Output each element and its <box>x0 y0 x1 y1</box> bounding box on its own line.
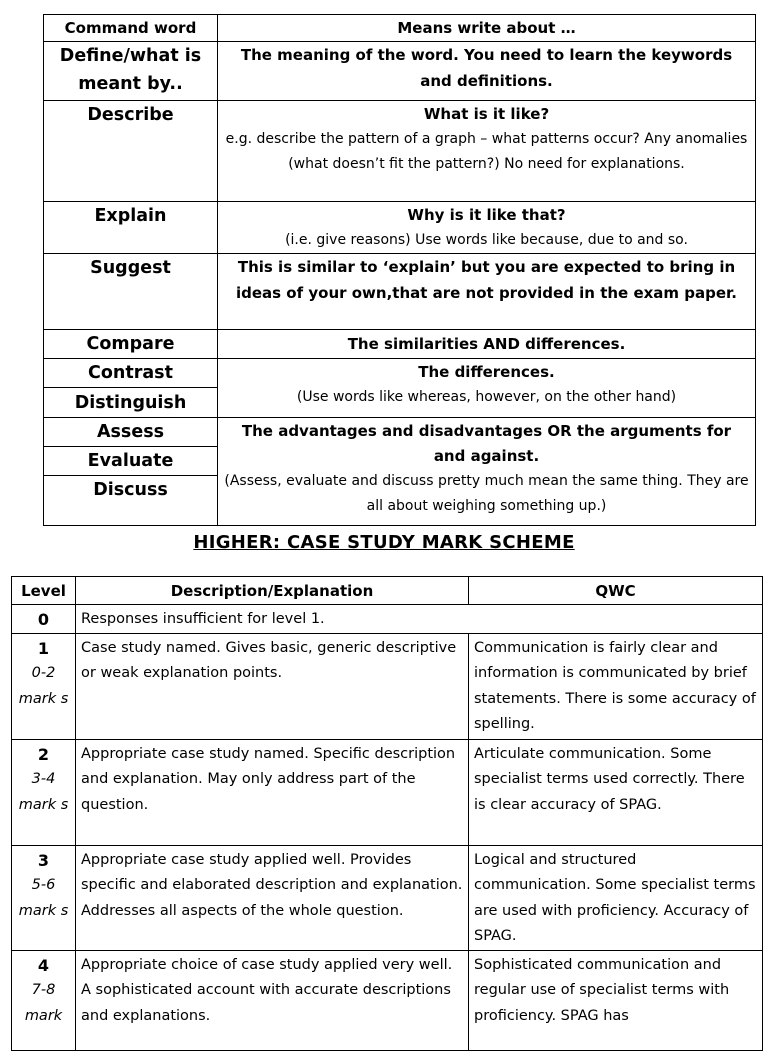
level-number: 0 <box>37 610 50 629</box>
command-row-assess <box>44 418 756 447</box>
mark-table-header-row <box>12 577 763 605</box>
meaning-compare: The similarities AND differences. <box>347 334 626 353</box>
level-number: 4 <box>37 955 50 975</box>
level-header: Level <box>12 577 76 605</box>
level-qwc: Sophisticated communication and regular use of specialist terms with proficiency. SPAG has <box>469 950 763 1050</box>
meaning-define: The meaning of the word. You need to learn the keywords and definitions. <box>240 46 733 90</box>
level-qwc: Logical and structured communication. Some specialist terms are used with proficiency. Accuracy of SPAG. <box>469 845 763 950</box>
description-header: Description/Explanation <box>76 577 469 605</box>
command-word-table <box>43 14 756 526</box>
command-row-explain <box>44 202 756 254</box>
meaning-describe-question: What is it like? <box>423 105 550 123</box>
level-description: Appropriate case study applied well. Provides specific and elaborated description and explanation. Addresses all aspects of the whole question. <box>76 845 469 950</box>
level-description: Appropriate case study named. Specific description and explanation. May only address part of the question. <box>76 739 469 845</box>
command-row-suggest <box>44 254 756 330</box>
meaning-contrast-heading: The differences. <box>418 363 555 381</box>
table-row <box>12 633 763 739</box>
mark-scheme-title: HIGHER: CASE STUDY MARK SCHEME <box>193 532 575 553</box>
level-qwc: Articulate communication. Some specialist terms used correctly. There is clear accuracy of SPAG. <box>469 739 763 845</box>
command-word-explain: Explain <box>44 202 218 254</box>
meaning-explain-question: Why is it like that? <box>407 206 566 224</box>
level-description: Responses insufficient for level 1. <box>76 605 763 634</box>
qwc-header: QWC <box>469 577 763 605</box>
meaning-contrast: (Use words like whereas, however, on the other hand) <box>296 389 677 405</box>
meaning-assess: (Assess, evaluate and discuss pretty much mean the same thing. They are all about weighing something up.) <box>224 473 749 514</box>
level-description: Case study named. Gives basic, generic descriptive or weak explanation points. <box>76 633 469 739</box>
level-marks: 0-2 mark s <box>18 665 69 707</box>
meaning-suggest: This is similar to ‘explain’ but you are expected to bring in ideas of your own,that are not provided in the exam paper. <box>235 258 738 302</box>
table-row <box>12 950 763 1050</box>
level-number: 2 <box>37 744 50 764</box>
command-word-discuss: Discuss <box>44 476 218 526</box>
command-word-compare: Compare <box>44 330 218 359</box>
command-row-compare <box>44 330 756 359</box>
meaning-describe: e.g. describe the pattern of a graph – what patterns occur? Any anomalies (what doesn’t fit the pattern?) No need for explanations. <box>225 131 748 172</box>
level-marks: 5-6 mark s <box>18 877 69 919</box>
command-table-header-row <box>44 15 756 42</box>
table-row <box>12 605 763 634</box>
level-qwc: Communication is fairly clear and information is communicated by brief statements. There is some accuracy of spelling. <box>469 633 763 739</box>
command-word-describe: Describe <box>44 101 218 202</box>
meaning-explain: (i.e. give reasons) Use words like because, due to and so. <box>285 232 688 248</box>
command-word-evaluate: Evaluate <box>44 447 218 476</box>
command-word-header: Command word <box>44 15 218 42</box>
table-row <box>12 845 763 950</box>
command-word-distinguish: Distinguish <box>44 388 218 418</box>
command-word-contrast: Contrast <box>44 359 218 388</box>
level-description: Appropriate choice of case study applied very well. A sophisticated account with accurate descriptions and explanations. <box>76 950 469 1050</box>
level-marks: 3-4 mark s <box>18 771 69 813</box>
command-word-suggest: Suggest <box>44 254 218 330</box>
meaning-assess-heading: The advantages and disadvantages OR the arguments for and against. <box>241 422 732 465</box>
command-word-assess: Assess <box>44 418 218 447</box>
table-row <box>12 739 763 845</box>
means-write-about-header: Means write about … <box>218 15 756 42</box>
level-number: 1 <box>37 638 50 658</box>
command-word-define: Define/what is meant by.. <box>44 42 218 101</box>
command-row-contrast <box>44 359 756 388</box>
level-marks: 7-8 mark <box>24 982 63 1024</box>
command-row-define <box>44 42 756 101</box>
mark-scheme-table <box>11 576 763 1051</box>
level-number: 3 <box>37 850 50 870</box>
command-row-describe <box>44 101 756 202</box>
